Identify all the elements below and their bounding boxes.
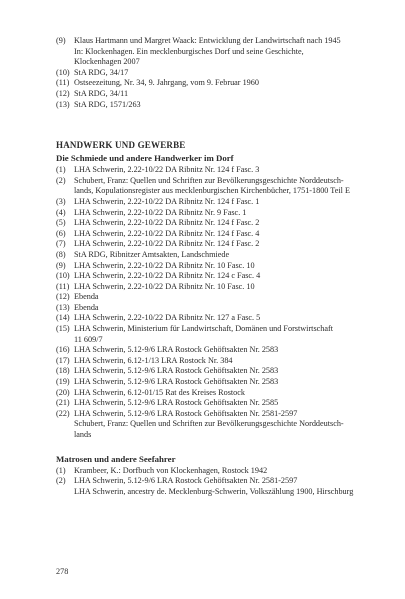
- note-entry: [56, 366, 386, 377]
- note-text: [74, 324, 386, 345]
- note-line: LHA Schwerin, 5.12-9/6 LRA Rostock Gehöftsakten Nr. 2581-2597: [74, 408, 298, 418]
- note-entry: [56, 36, 386, 68]
- note-line: LHA Schwerin, 6.12-01/15 Rat des Kreises Rostock: [74, 387, 246, 397]
- note-number: (5): [56, 218, 66, 228]
- note-line: LHA Schwerin, 2.22-10/22 DA Ribnitz Nr. 9 Fasc. 1: [74, 207, 247, 217]
- note-line: LHA Schwerin, 2.22-10/22 DA Ribnitz Nr. 10 Fasc. 10: [74, 281, 255, 291]
- note-text: [74, 476, 386, 497]
- note-text: [74, 377, 386, 388]
- note-number: (13): [56, 99, 70, 109]
- note-text: [74, 68, 386, 79]
- note-line: LHA Schwerin, 2.22-10/22 DA Ribnitz Nr. 124 c Fasc. 4: [74, 271, 261, 281]
- note-line: StA RDG, Ribnitzer Amtsakten, Landschmiede: [74, 249, 230, 259]
- note-entry: [56, 89, 386, 100]
- note-number: (14): [56, 313, 70, 323]
- note-number: (6): [56, 228, 66, 238]
- note-entry: [56, 388, 386, 399]
- note-number: (10): [56, 67, 70, 77]
- note-line: LHA Schwerin, 2.22-10/22 DA Ribnitz Nr. 127 a Fasc. 5: [74, 313, 261, 323]
- note-line: StA RDG, 34/11: [74, 88, 129, 98]
- note-number: (1): [56, 465, 66, 475]
- note-line: LHA Schwerin, 6.12-1/13 LRA Rostock Nr. 384: [74, 355, 233, 365]
- note-line: Schubert, Franz: Quellen und Schriften zur Bevölkerungsgeschichte Norddeutsch-: [74, 175, 344, 185]
- note-number: (9): [56, 36, 66, 45]
- note-text: [74, 313, 386, 324]
- note-number: (7): [56, 239, 66, 249]
- page-number: 278: [56, 567, 69, 576]
- note-entry: [56, 292, 386, 303]
- notes-block-schmiede: [56, 165, 386, 440]
- note-line: Ostseezeitung, Nr. 34, 9. Jahrgang, vom 9. Februar 1960: [74, 78, 259, 88]
- note-entry: [56, 261, 386, 272]
- note-line: lands: [74, 430, 92, 439]
- note-number: (11): [56, 78, 70, 88]
- note-line: LHA Schwerin, Ministerium für Landwirtschaft, Domänen und Forstwirtschaft: [74, 324, 333, 334]
- note-number: (9): [56, 260, 66, 270]
- note-entry: [56, 218, 386, 229]
- note-text: [74, 218, 386, 229]
- note-line: Schubert, Franz: Quellen und Schriften zur Bevölkerungsgeschichte Norddeutsch-: [74, 419, 344, 429]
- note-text: [74, 271, 386, 282]
- note-line: LHA Schwerin, ancestry de. Mecklenburg-Schwerin, Volkszählung 1900, Hirschburg: [74, 486, 354, 496]
- sub-heading-schmiede: Die Schmiede und andere Handwerker im Dorf: [56, 153, 234, 164]
- note-line: LHA Schwerin, 2.22-10/22 DA Ribnitz Nr. 124 f Fasc. 2: [74, 239, 260, 249]
- document-page: [56, 36, 386, 497]
- note-entry: [56, 282, 386, 293]
- note-entry: [56, 303, 386, 314]
- note-entry: [56, 476, 386, 497]
- note-entry: [56, 271, 386, 282]
- note-number: (4): [56, 207, 66, 217]
- note-line: LHA Schwerin, 2.22-10/22 DA Ribnitz Nr. 124 f Fasc. 3: [74, 165, 260, 175]
- note-line: StA RDG, 34/17: [74, 67, 129, 77]
- section-heading: HANDWERK UND GEWERBE: [56, 140, 186, 151]
- note-text: [74, 78, 386, 89]
- note-entry: [56, 100, 386, 111]
- note-line: StA RDG, 1571/263: [74, 99, 141, 109]
- note-number: (8): [56, 249, 66, 259]
- note-text: [74, 197, 386, 208]
- note-number: (2): [56, 175, 66, 185]
- note-entry: [56, 313, 386, 324]
- note-number: (1): [56, 165, 66, 175]
- note-entry: [56, 176, 386, 197]
- note-entry: [56, 208, 386, 219]
- note-number: (11): [56, 281, 70, 291]
- note-number: (13): [56, 302, 70, 312]
- sub-heading-matrosen: Matrosen und andere Seefahrer: [56, 453, 176, 464]
- note-entry: [56, 78, 386, 89]
- note-line: Ebenda: [74, 302, 99, 312]
- note-text: [74, 388, 386, 399]
- note-text: [74, 89, 386, 100]
- note-text: [74, 208, 386, 219]
- note-line: LHA Schwerin, 2.22-10/22 DA Ribnitz Nr. 10 Fasc. 10: [74, 260, 255, 270]
- note-entry: [56, 250, 386, 261]
- note-number: (20): [56, 387, 70, 397]
- note-text: [74, 261, 386, 272]
- note-line: LHA Schwerin, 2.22-10/22 DA Ribnitz Nr. 124 f Fasc. 2: [74, 218, 260, 228]
- note-line: LHA Schwerin, 5.12-9/6 LRA Rostock Gehöftsakten Nr. 2583: [74, 366, 279, 376]
- note-entry: [56, 68, 386, 79]
- note-line: Ebenda: [74, 292, 99, 302]
- note-entry: [56, 345, 386, 356]
- note-number: (3): [56, 196, 66, 206]
- note-entry: [56, 197, 386, 208]
- note-entry: [56, 165, 386, 176]
- note-text: [74, 409, 386, 441]
- note-line: Klaus Hartmann und Margret Waack: Entwicklung der Landwirtschaft nach 1945: [74, 36, 341, 45]
- note-text: [74, 239, 386, 250]
- note-text: [74, 100, 386, 111]
- note-text: [74, 229, 386, 240]
- note-entry: [56, 409, 386, 441]
- note-number: (19): [56, 377, 70, 387]
- note-line: LHA Schwerin, 2.22-10/22 DA Ribnitz Nr. 124 f Fasc. 4: [74, 228, 260, 238]
- note-text: [74, 292, 386, 303]
- note-entry: [56, 398, 386, 409]
- note-entry: [56, 377, 386, 388]
- note-line: 11 609/7: [74, 334, 103, 344]
- note-text: [74, 356, 386, 367]
- note-entry: [56, 466, 386, 477]
- notes-block-top: [56, 36, 386, 110]
- note-line: LHA Schwerin, 5.12-9/6 LRA Rostock Gehöftsakten Nr. 2585: [74, 398, 279, 408]
- note-line: LHA Schwerin, 5.12-9/6 LRA Rostock Gehöftsakten Nr. 2583: [74, 377, 279, 387]
- note-text: [74, 366, 386, 377]
- note-text: [74, 303, 386, 314]
- note-line: LHA Schwerin, 5.12-9/6 LRA Rostock Gehöftsakten Nr. 2583: [74, 345, 279, 355]
- note-entry: [56, 356, 386, 367]
- note-entry: [56, 229, 386, 240]
- note-line: Krambeer, K.: Dorfbuch von Klockenhagen, Rostock 1942: [74, 465, 268, 475]
- note-text: [74, 282, 386, 293]
- notes-block-matrosen: [56, 466, 386, 498]
- note-number: (10): [56, 271, 70, 281]
- note-line: lands, Kopulationsregister aus mecklenburgischen Kirchenbücher, 1751-1800 Teil E: [74, 186, 350, 196]
- note-number: (15): [56, 324, 70, 334]
- note-text: [74, 36, 386, 68]
- note-number: (17): [56, 355, 70, 365]
- note-number: (18): [56, 366, 70, 376]
- note-number: (12): [56, 292, 70, 302]
- note-text: [74, 345, 386, 356]
- note-number: (12): [56, 88, 70, 98]
- note-text: [74, 250, 386, 261]
- note-number: (21): [56, 398, 70, 408]
- note-text: [74, 466, 386, 477]
- note-text: [74, 165, 386, 176]
- note-line: LHA Schwerin, 5.12-9/6 LRA Rostock Gehöftsakten Nr. 2581-2597: [74, 476, 298, 486]
- note-line: In: Klockenhagen. Ein mecklenburgisches Dorf und seine Geschichte,: [74, 46, 304, 56]
- note-number: (2): [56, 476, 66, 486]
- note-text: [74, 398, 386, 409]
- note-line: Klockenhagen 2007: [74, 57, 140, 67]
- note-entry: [56, 239, 386, 250]
- note-number: (22): [56, 408, 70, 418]
- note-text: [74, 176, 386, 197]
- note-number: (16): [56, 345, 70, 355]
- note-line: LHA Schwerin, 2.22-10/22 DA Ribnitz Nr. 124 f Fasc. 1: [74, 196, 260, 206]
- note-entry: [56, 324, 386, 345]
